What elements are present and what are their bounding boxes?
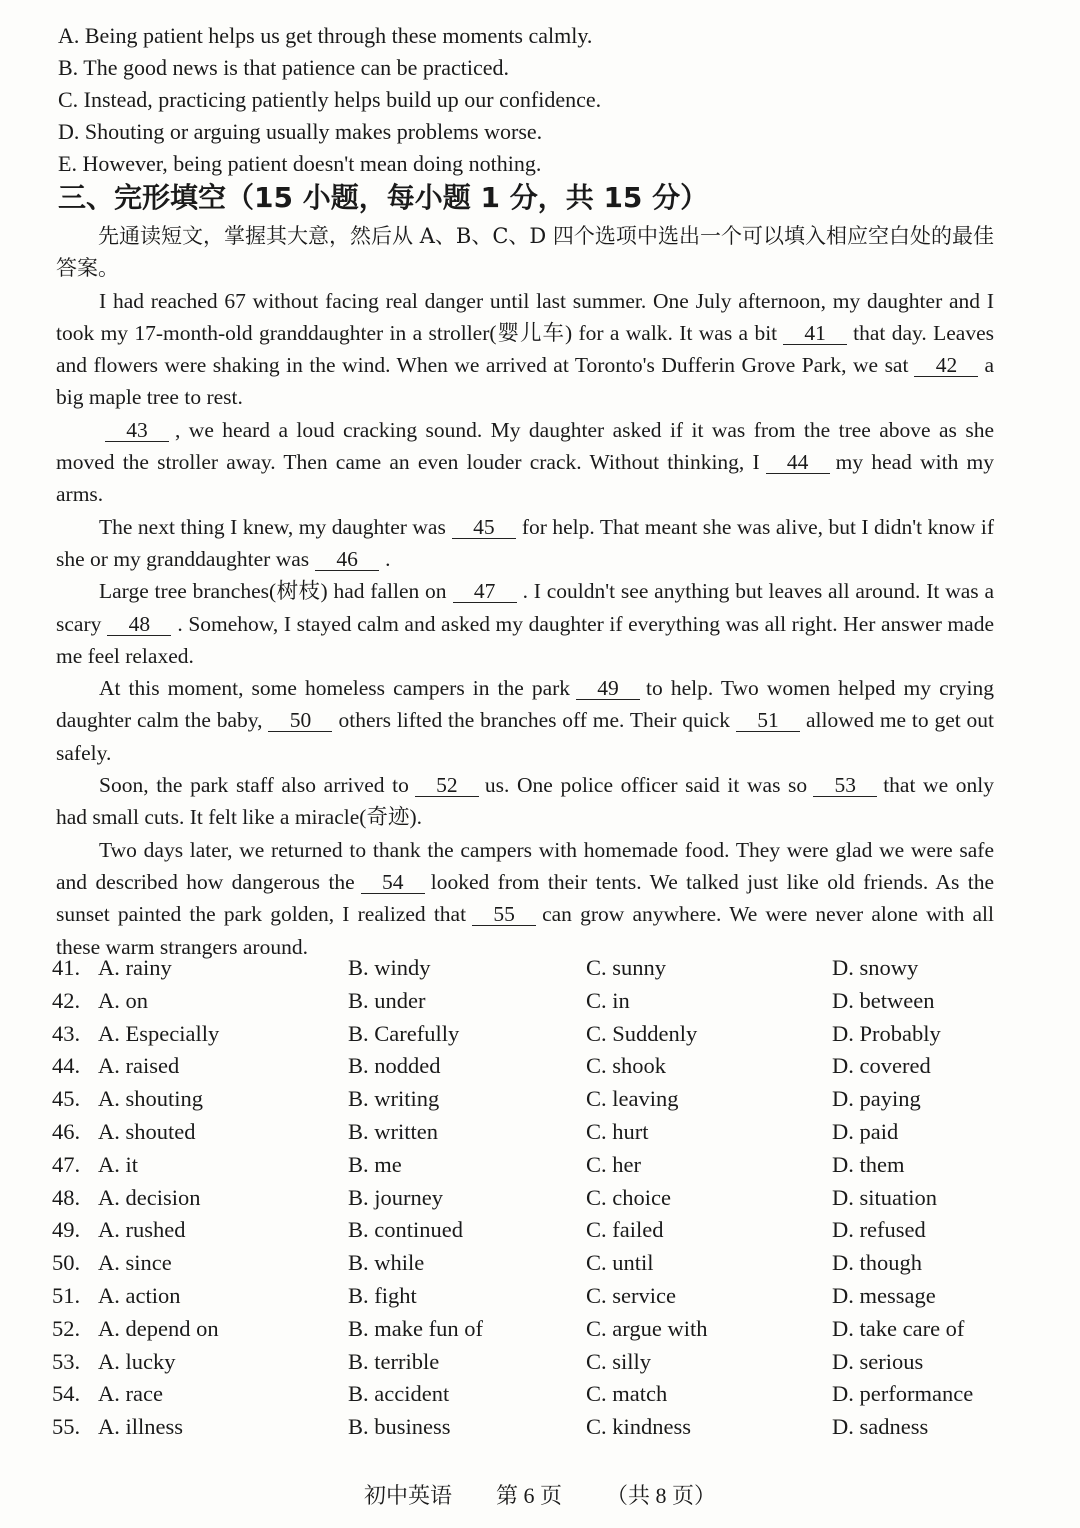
passage-text: others lifted the branches off me. Their quick — [338, 708, 730, 733]
option-e: E. However, being patient doesn't mean doing nothing. — [58, 151, 542, 176]
choice-d: D. sadness — [832, 1414, 929, 1440]
instruction: 先通读短文，掌握其大意，然后从 A、B、C、D 四个选项中选出一个可以填入相应空白处的最佳答案。 — [56, 224, 994, 281]
choice-b: B. make fun of — [348, 1315, 483, 1341]
passage-text: my head with my arms. — [56, 450, 994, 507]
blank-43: 43 — [105, 419, 169, 442]
choice-a: A. decision — [98, 1184, 201, 1210]
choice-a: A. since — [98, 1250, 172, 1276]
blank-51: 51 — [736, 709, 800, 732]
question-row — [52, 1378, 1032, 1411]
passage-text: a big maple tree to rest. — [56, 353, 994, 410]
passage-text: The next thing I knew, my daughter was — [99, 514, 446, 539]
question-number: 44. — [52, 1053, 81, 1079]
choice-d: D. Probably — [832, 1020, 941, 1046]
footer-page-number: 第 6 页 — [495, 1483, 562, 1508]
choice-b: B. while — [348, 1250, 425, 1276]
choice-a: A. Especially — [98, 1020, 220, 1046]
section-title: 三、完形填空（15 小题，每小题 1 分，共 15 分） — [58, 181, 709, 214]
question-number: 45. — [52, 1086, 81, 1112]
blank-44: 44 — [766, 451, 830, 474]
passage-text: that day. Leaves and flowers were shaking in the wind. When we arrived at Toronto's Dufferin Grove Park, we sat — [56, 320, 994, 378]
blank-42: 42 — [914, 354, 978, 377]
question-row — [52, 1346, 1032, 1379]
choice-b: B. nodded — [348, 1053, 441, 1079]
choice-d: D. serious — [832, 1348, 924, 1374]
choice-c: C. leaving — [586, 1086, 679, 1112]
choice-c: C. failed — [586, 1217, 664, 1243]
choice-d: D. paid — [832, 1118, 899, 1144]
option-b: B. The good news is that patience can be practiced. — [58, 55, 510, 80]
passage-text: . Somehow, I stayed calm and asked my daughter if everything was all right. Her answer made me feel relaxed. — [56, 611, 994, 668]
question-number: 43. — [52, 1020, 81, 1046]
choice-a: A. depend on — [98, 1315, 219, 1341]
choice-b: B. writing — [348, 1086, 440, 1112]
choice-c: C. choice — [586, 1184, 671, 1210]
passage-text: Large tree branches(树枝) had fallen on — [99, 579, 447, 604]
passage-text: At this moment, some homeless campers in the park — [99, 676, 571, 701]
choice-c: C. sunny — [586, 955, 667, 980]
choice-b: B. fight — [348, 1282, 417, 1308]
question-number: 46. — [52, 1118, 81, 1144]
blank-55: 55 — [472, 903, 536, 926]
question-number: 50. — [52, 1250, 81, 1276]
choice-b: B. accident — [348, 1381, 450, 1407]
question-number: 47. — [52, 1151, 81, 1177]
choice-b: B. journey — [348, 1184, 443, 1210]
question-number: 51. — [52, 1282, 81, 1308]
blank-46: 46 — [315, 548, 379, 571]
paragraph-2 — [56, 414, 994, 511]
choice-d: D. snowy — [832, 955, 919, 980]
choice-c: C. Suddenly — [586, 1020, 698, 1046]
option-a: A. Being patient helps us get through these moments calmly. — [58, 23, 593, 48]
choice-d: D. message — [832, 1282, 936, 1308]
choice-c: C. service — [586, 1282, 676, 1308]
question-number: 41. — [52, 955, 81, 980]
passage-text: us. One police officer said it was so — [484, 773, 808, 798]
choice-a: A. shouted — [98, 1118, 196, 1144]
cloze-passage — [56, 220, 994, 963]
choice-c: C. her — [586, 1151, 641, 1177]
question-row — [52, 1149, 1032, 1182]
choice-c: C. hurt — [586, 1118, 649, 1144]
blank-47: 47 — [453, 580, 517, 603]
passage-text: for help. That meant she was alive, but I didn't know if she or my granddaughter was — [56, 514, 994, 571]
question-number: 54. — [52, 1381, 81, 1407]
choice-c: C. match — [586, 1381, 668, 1407]
paragraph-7 — [56, 834, 994, 963]
paragraph-5 — [56, 672, 994, 769]
question-row — [52, 1083, 1032, 1116]
choice-a: A. it — [98, 1151, 139, 1177]
choice-d: D. covered — [832, 1053, 931, 1079]
choice-a: A. race — [98, 1381, 163, 1407]
blank-52: 52 — [415, 774, 479, 797]
blank-53: 53 — [813, 774, 877, 797]
choice-c: C. until — [586, 1250, 654, 1276]
footer-subject: 初中英语 — [363, 1483, 452, 1508]
passage-text: allowed me to get out safely. — [56, 708, 994, 765]
question-number: 52. — [52, 1315, 81, 1341]
passage-text: can grow anywhere. We were never alone with all these warm strangers around. — [56, 902, 994, 959]
choice-c: C. shook — [586, 1053, 667, 1079]
passage-text: . I couldn't see anything but leaves all around. It was a scary — [56, 579, 994, 636]
choice-d: D. them — [832, 1151, 905, 1177]
option-c: C. Instead, practicing patiently helps build up our confidence. — [58, 87, 602, 112]
question-row — [52, 1050, 1032, 1083]
choice-b: B. written — [348, 1118, 438, 1144]
passage-text: Soon, the park staff also arrived to — [99, 773, 409, 798]
blank-48: 48 — [107, 613, 171, 636]
choice-d: D. though — [832, 1250, 922, 1276]
choice-c: C. kindness — [586, 1414, 692, 1440]
choice-a: A. on — [98, 987, 148, 1013]
question-row — [52, 1182, 1032, 1215]
question-row — [52, 985, 1032, 1018]
choice-b: B. Carefully — [348, 1020, 460, 1046]
question-row — [52, 1116, 1032, 1149]
choice-d: D. performance — [832, 1381, 974, 1407]
question-row — [52, 1214, 1032, 1247]
choice-b: B. under — [348, 987, 426, 1013]
question-row — [52, 1411, 1032, 1444]
passage-text: I had reached 67 without facing real danger until last summer. One July afternoon, my daughter and I took my 17-month-old granddaughter in a stroller(婴儿车) for a walk. It was a bit — [56, 288, 994, 345]
question-number: 42. — [52, 987, 81, 1013]
choice-b: B. business — [348, 1414, 451, 1440]
choice-b: B. terrible — [348, 1348, 440, 1374]
choice-a: A. action — [98, 1282, 181, 1308]
blank-45: 45 — [452, 516, 516, 539]
choice-b: B. continued — [348, 1217, 463, 1243]
choice-d: D. refused — [832, 1217, 926, 1243]
choice-d: D. take care of — [832, 1315, 965, 1341]
question-number: 55. — [52, 1414, 81, 1440]
footer-total-pages: （共 8 页） — [606, 1483, 717, 1508]
page-footer — [0, 1480, 1080, 1512]
choice-a: A. rainy — [98, 955, 172, 980]
choice-c: C. silly — [586, 1348, 652, 1374]
question-row — [52, 1018, 1032, 1051]
paragraph-3 — [56, 511, 994, 576]
choice-c: C. argue with — [586, 1315, 708, 1341]
passage-text: to help. Two women helped my crying daughter calm the baby, — [56, 676, 994, 733]
choice-a: A. raised — [98, 1053, 180, 1079]
passage-text: that we only had small cuts. It felt like a miracle(奇迹). — [56, 773, 994, 830]
choice-b: B. windy — [348, 955, 431, 980]
choice-a: A. shouting — [98, 1086, 204, 1112]
choice-d: D. situation — [832, 1184, 937, 1210]
question-choices — [52, 952, 1032, 1444]
passage-text: . — [385, 546, 391, 571]
question-row — [52, 1280, 1032, 1313]
paragraph-1 — [56, 285, 994, 414]
choice-c: C. in — [586, 987, 630, 1013]
choice-d: D. between — [832, 987, 935, 1013]
question-number: 53. — [52, 1348, 81, 1374]
question-row — [52, 952, 1032, 985]
paragraph-6 — [56, 769, 994, 834]
question-number: 48. — [52, 1184, 81, 1210]
blank-54: 54 — [361, 871, 425, 894]
passage-text: Two days later, we returned to thank the campers with homemade food. They were glad we were safe and described how dangerous the — [56, 837, 994, 894]
paragraph-4 — [56, 575, 994, 672]
passage-text: looked from their tents. We talked just like old friends. As the sunset painted the park golden, I realized that — [56, 869, 994, 927]
choice-b: B. me — [348, 1151, 402, 1177]
option-d: D. Shouting or arguing usually makes problems worse. — [58, 119, 543, 144]
choice-a: A. illness — [98, 1414, 184, 1440]
choice-a: A. lucky — [98, 1348, 176, 1374]
passage-text: , we heard a loud cracking sound. My daughter asked if it was from the tree above as she moved the stroller away. Then came an even louder crack. Without thinking, I — [56, 417, 994, 475]
question-number: 49. — [52, 1217, 81, 1243]
question-row — [52, 1247, 1032, 1280]
choice-a: A. rushed — [98, 1217, 186, 1243]
question-row — [52, 1313, 1032, 1346]
blank-50: 50 — [268, 709, 332, 732]
blank-41: 41 — [783, 322, 847, 345]
blank-49: 49 — [576, 677, 640, 700]
choice-d: D. paying — [832, 1086, 921, 1112]
